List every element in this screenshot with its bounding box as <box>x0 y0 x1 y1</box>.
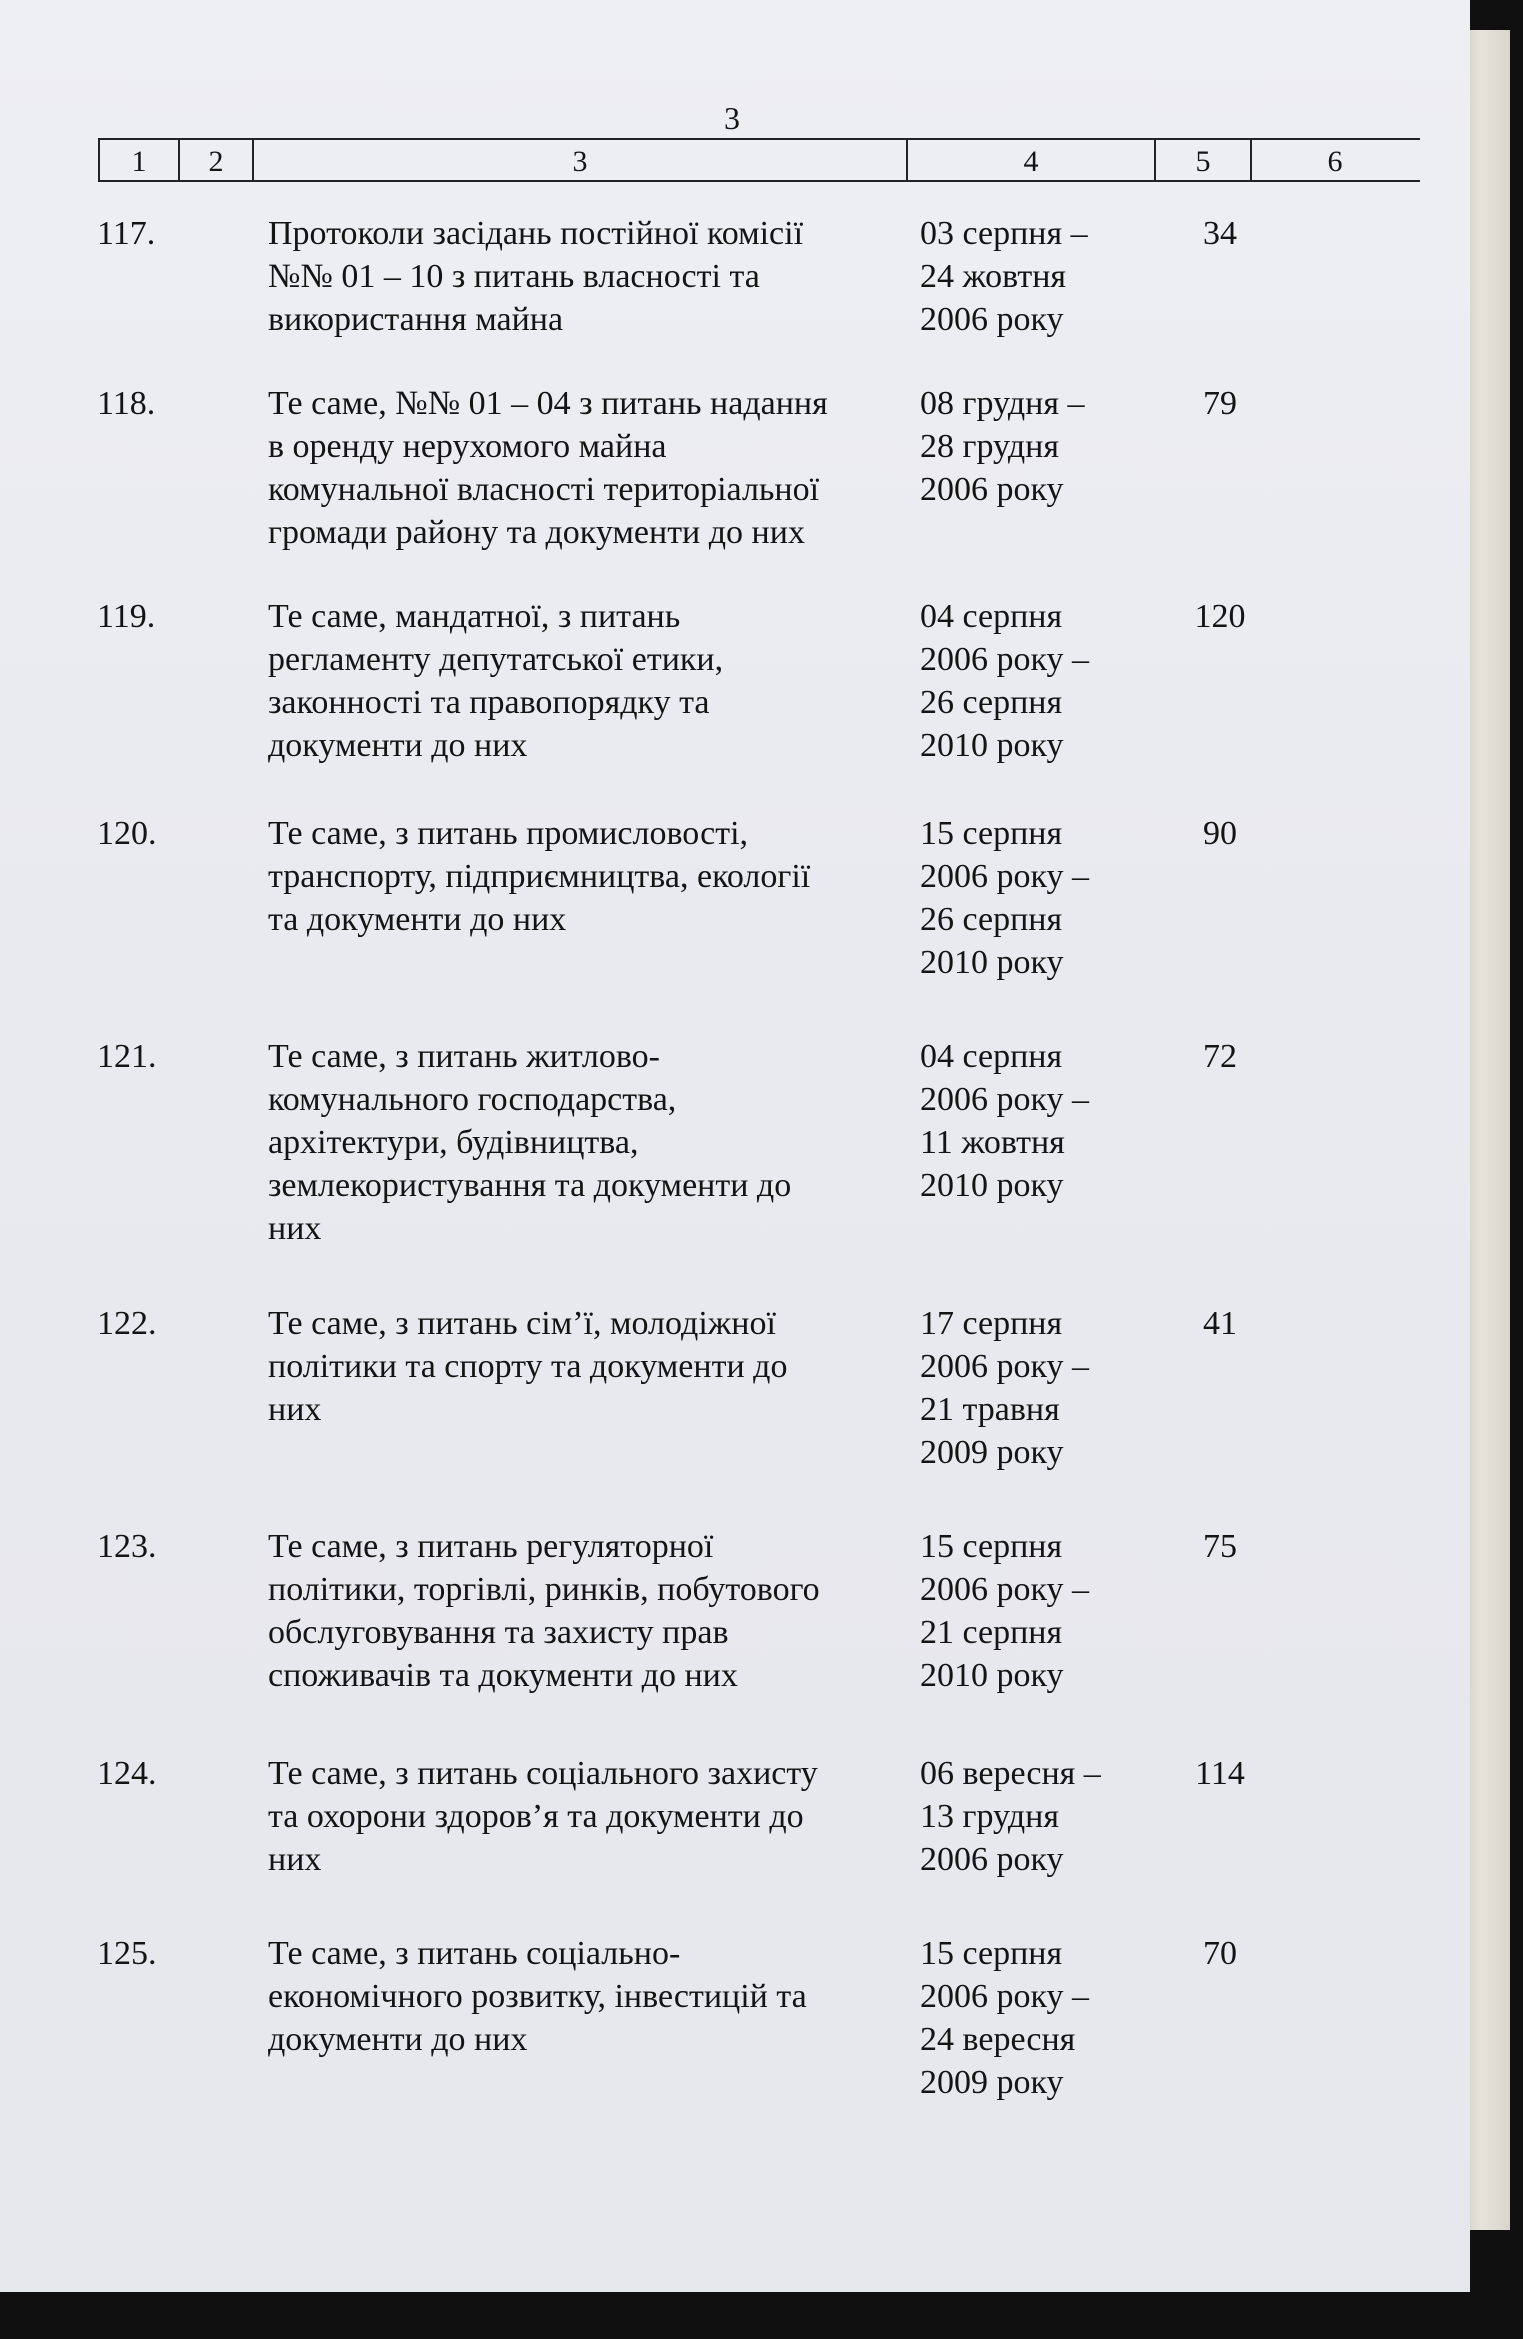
header-col-2: 2 <box>180 140 254 180</box>
date-line: 2010 року <box>920 1657 1064 1694</box>
date-line: 08 грудня – <box>920 385 1085 422</box>
date-line: 03 серпня – <box>920 215 1088 252</box>
entry-sheet-count: 41 <box>1203 1305 1237 1342</box>
entry-sheet-count: 70 <box>1203 1935 1237 1972</box>
entry-dates <box>920 1035 1160 1207</box>
date-line: 2010 року <box>920 1167 1064 1204</box>
entry-dates <box>920 812 1160 984</box>
description-line: них <box>268 1841 322 1878</box>
date-line: 2006 року – <box>920 1978 1090 2015</box>
entry-number: 125. <box>97 1935 157 1972</box>
entry-number: 117. <box>97 215 156 252</box>
date-line: 21 травня <box>920 1391 1060 1428</box>
date-line: 04 серпня <box>920 598 1063 635</box>
entry-description <box>268 1525 908 1697</box>
entry-number: 122. <box>97 1305 157 1342</box>
entry-dates <box>920 1932 1160 2104</box>
description-line: архітектури, будівництва, <box>268 1124 639 1161</box>
entry-description <box>268 1932 908 2061</box>
date-line: 2006 року – <box>920 1081 1090 1118</box>
header-col-5: 5 <box>1156 140 1252 180</box>
entry-dates <box>920 382 1160 511</box>
date-line: 04 серпня <box>920 1038 1063 1075</box>
description-line: Те саме, з питань сім’ї, молодіжної <box>268 1305 776 1342</box>
description-line: комунальної власності територіальної <box>268 471 820 508</box>
entry-sheet-count: 72 <box>1203 1038 1237 1075</box>
description-line: транспорту, підприємництва, екології <box>268 858 811 895</box>
date-line: 2006 року <box>920 301 1064 338</box>
description-line: обслуговування та захисту прав <box>268 1614 729 1651</box>
entry-description <box>268 595 908 767</box>
date-line: 28 грудня <box>920 428 1059 465</box>
description-line: Те саме, з питань регуляторної <box>268 1528 714 1565</box>
entry-dates <box>920 1752 1160 1881</box>
date-line: 2006 року – <box>920 1571 1090 1608</box>
description-line: Те саме, мандатної, з питань <box>268 598 681 635</box>
entry-sheet-count: 90 <box>1203 815 1237 852</box>
description-line: економічного розвитку, інвестицій та <box>268 1978 807 2015</box>
date-line: 2006 року – <box>920 641 1090 678</box>
entry-description <box>268 382 908 554</box>
header-col-6: 6 <box>1327 145 1343 178</box>
description-line: них <box>268 1391 322 1428</box>
entry-number: 124. <box>97 1755 157 1792</box>
description-line: документи до них <box>268 2021 528 2058</box>
entry-dates <box>920 212 1160 341</box>
description-line: Те саме, з питань житлово- <box>268 1038 660 1075</box>
description-line: Те саме, з питань соціально- <box>268 1935 681 1972</box>
entry-sheet-count: 120 <box>1194 598 1246 635</box>
entry-number: 120. <box>97 815 157 852</box>
date-line: 13 грудня <box>920 1798 1059 1835</box>
date-line: 24 вересня <box>920 2021 1076 2058</box>
date-line: 06 вересня – <box>920 1755 1101 1792</box>
date-line: 2010 року <box>920 944 1064 981</box>
page-number: 3 <box>724 100 740 136</box>
date-line: 2009 року <box>920 1434 1064 1471</box>
date-line: 2006 року <box>920 1841 1064 1878</box>
description-line: політики та спорту та документи до <box>268 1348 788 1385</box>
date-line: 21 серпня <box>920 1614 1063 1651</box>
description-line: регламенту депутатської етики, <box>268 641 724 678</box>
entry-number: 119. <box>97 598 156 635</box>
description-line: громади району та документи до них <box>268 514 805 551</box>
date-line: 2006 року – <box>920 1348 1090 1385</box>
entry-number: 118. <box>97 385 156 422</box>
header-col-4: 4 <box>908 140 1156 180</box>
description-line: в оренду нерухомого майна <box>268 428 667 465</box>
entry-dates <box>920 1525 1160 1697</box>
entry-description <box>268 1752 908 1881</box>
description-line: Те саме, з питань промисловості, <box>268 815 749 852</box>
date-line: 2006 року – <box>920 858 1090 895</box>
date-line: 15 серпня <box>920 1935 1063 1972</box>
entry-sheet-count: 114 <box>1195 1755 1245 1792</box>
entry-description <box>268 212 908 341</box>
entry-description <box>268 1302 908 1431</box>
entry-sheet-count: 34 <box>1203 215 1237 252</box>
entry-number: 123. <box>97 1528 157 1565</box>
entry-sheet-count: 79 <box>1203 385 1237 422</box>
date-line: 11 жовтня <box>920 1124 1065 1161</box>
date-line: 2010 року <box>920 727 1064 764</box>
date-line: 15 серпня <box>920 1528 1063 1565</box>
entry-description <box>268 1035 908 1250</box>
entry-sheet-count: 75 <box>1203 1528 1237 1565</box>
description-line: використання майна <box>268 301 564 338</box>
description-line: документи до них <box>268 727 528 764</box>
description-line: комунального господарства, <box>268 1081 677 1118</box>
date-line: 2006 року <box>920 471 1064 508</box>
description-line: та документи до них <box>268 901 567 938</box>
description-line: них <box>268 1210 322 1247</box>
entry-description <box>268 812 908 941</box>
date-line: 24 жовтня <box>920 258 1067 295</box>
entry-number: 121. <box>97 1038 157 1075</box>
header-col-1: 1 <box>100 140 180 180</box>
description-line: політики, торгівлі, ринків, побутового <box>268 1571 820 1608</box>
description-line: землекористування та документи до <box>268 1167 792 1204</box>
description-line: та охорони здоров’я та документи до <box>268 1798 804 1835</box>
date-line: 17 серпня <box>920 1305 1063 1342</box>
date-line: 26 серпня <box>920 684 1063 721</box>
entry-dates <box>920 595 1160 767</box>
description-line: Протоколи засідань постійної комісії <box>268 215 804 252</box>
description-line: споживачів та документи до них <box>268 1657 738 1694</box>
description-line: №№ 01 – 10 з питань власності та <box>268 258 760 295</box>
description-line: законності та правопорядку та <box>268 684 710 721</box>
entry-dates <box>920 1302 1160 1474</box>
description-line: Те саме, №№ 01 – 04 з питань надання <box>268 385 828 422</box>
table-header-row <box>98 138 1420 182</box>
date-line: 26 серпня <box>920 901 1063 938</box>
header-col-3: 3 <box>254 140 908 180</box>
date-line: 2009 року <box>920 2064 1064 2101</box>
description-line: Те саме, з питань соціального захисту <box>268 1755 818 1792</box>
date-line: 15 серпня <box>920 815 1063 852</box>
